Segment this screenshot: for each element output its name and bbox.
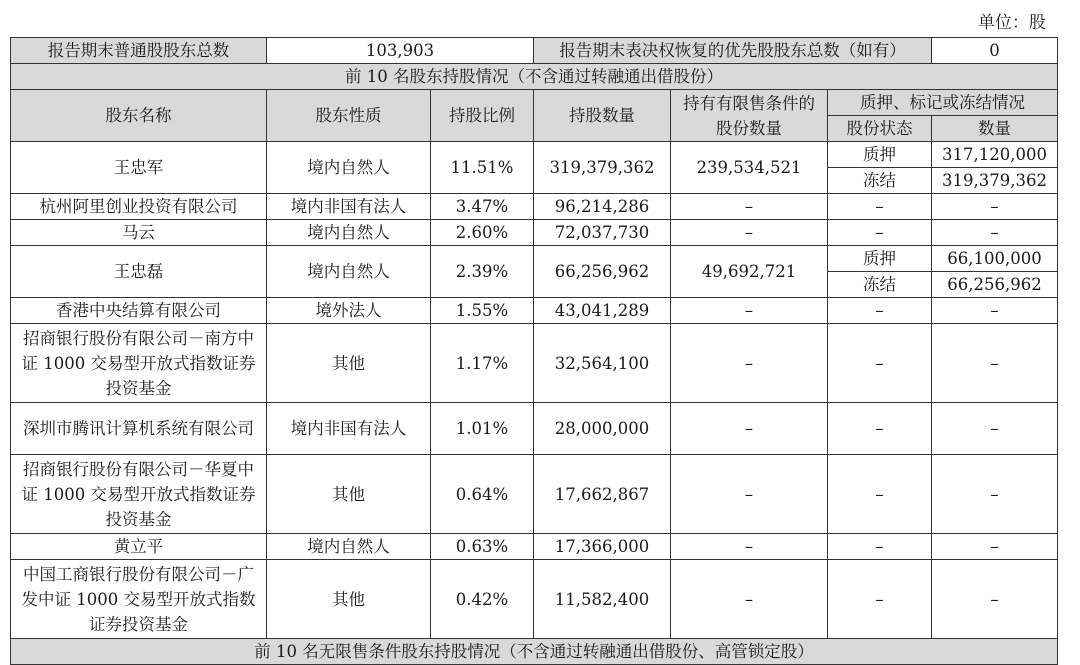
pledge-status: 质押	[828, 246, 932, 272]
pledge-status: –	[828, 534, 932, 560]
pledge-status: 冻结	[828, 272, 932, 298]
restricted-quantity: –	[671, 194, 828, 220]
holding-ratio: 11.51%	[431, 142, 534, 194]
footer-title: 前 10 名无限售条件股东持股情况（不含通过转融通出借股份、高管锁定股）	[11, 639, 1058, 665]
pledge-quantity: 319,379,362	[932, 168, 1058, 194]
pledge-status: –	[828, 403, 932, 455]
pledge-quantity: 317,120,000	[932, 142, 1058, 168]
holder-name: 杭州阿里创业投资有限公司	[11, 194, 267, 220]
pledge-quantity: 66,100,000	[932, 246, 1058, 272]
pledge-quantity: 66,256,962	[932, 272, 1058, 298]
header-nature: 股东性质	[267, 90, 431, 142]
holding-quantity: 11,582,400	[534, 560, 671, 639]
holder-name: 王忠军	[11, 142, 267, 194]
shareholder-table	[10, 37, 1058, 665]
pledge-status: –	[828, 220, 932, 246]
table-row	[11, 324, 1058, 403]
holder-nature: 境外法人	[267, 298, 431, 324]
holder-name: 招商银行股份有限公司－华夏中证 1000 交易型开放式指数证券投资基金	[11, 455, 267, 534]
pledge-status: –	[828, 194, 932, 220]
preferred-holders-label: 报告期末表决权恢复的优先股股东总数（如有）	[534, 38, 932, 64]
header-pledge-qty: 数量	[932, 116, 1058, 142]
holding-quantity: 43,041,289	[534, 298, 671, 324]
holding-ratio: 0.42%	[431, 560, 534, 639]
restricted-quantity: –	[671, 560, 828, 639]
pledge-status: –	[828, 324, 932, 403]
table-row	[11, 298, 1058, 324]
pledge-quantity: –	[932, 298, 1058, 324]
pledge-status: –	[828, 560, 932, 639]
holding-ratio: 1.01%	[431, 403, 534, 455]
table-row	[11, 534, 1058, 560]
holder-name: 王忠磊	[11, 246, 267, 298]
holding-quantity: 72,037,730	[534, 220, 671, 246]
footer-row	[11, 639, 1058, 665]
table-row	[11, 246, 1058, 272]
holding-ratio: 0.63%	[431, 534, 534, 560]
holding-ratio: 1.17%	[431, 324, 534, 403]
pledge-quantity: –	[932, 194, 1058, 220]
header-ratio: 持股比例	[431, 90, 534, 142]
section-title-row	[11, 64, 1058, 90]
holder-nature: 其他	[267, 455, 431, 534]
holding-quantity: 28,000,000	[534, 403, 671, 455]
table-row	[11, 560, 1058, 639]
table-row	[11, 142, 1058, 168]
pledge-status: 冻结	[828, 168, 932, 194]
header-name: 股东名称	[11, 90, 267, 142]
table-row	[11, 455, 1058, 534]
holding-quantity: 17,366,000	[534, 534, 671, 560]
restricted-quantity: –	[671, 455, 828, 534]
holding-quantity: 17,662,867	[534, 455, 671, 534]
holding-ratio: 2.39%	[431, 246, 534, 298]
holder-nature: 其他	[267, 324, 431, 403]
restricted-quantity: –	[671, 534, 828, 560]
section-title: 前 10 名股东持股情况（不含通过转融通出借股份）	[11, 64, 1058, 90]
holder-name: 中国工商银行股份有限公司－广发中证 1000 交易型开放式指数证券投资基金	[11, 560, 267, 639]
holder-name: 招商银行股份有限公司－南方中证 1000 交易型开放式指数证券投资基金	[11, 324, 267, 403]
holder-nature: 境内自然人	[267, 220, 431, 246]
holder-name: 香港中央结算有限公司	[11, 298, 267, 324]
header-restricted: 持有有限售条件的股份数量	[671, 90, 828, 142]
unit-label: 单位：股	[978, 13, 1046, 33]
restricted-quantity: –	[671, 220, 828, 246]
holder-nature: 境内非国有法人	[267, 194, 431, 220]
pledge-quantity: –	[932, 403, 1058, 455]
holder-nature: 境内自然人	[267, 534, 431, 560]
pledge-status: 质押	[828, 142, 932, 168]
holder-nature: 其他	[267, 560, 431, 639]
pledge-quantity: –	[932, 220, 1058, 246]
header-pledge-group: 质押、标记或冻结情况	[828, 90, 1058, 116]
holder-nature: 境内非国有法人	[267, 403, 431, 455]
holding-quantity: 66,256,962	[534, 246, 671, 298]
holder-name: 黄立平	[11, 534, 267, 560]
pledge-status: –	[828, 455, 932, 534]
restricted-quantity: –	[671, 324, 828, 403]
pledge-quantity: –	[932, 560, 1058, 639]
holding-quantity: 319,379,362	[534, 142, 671, 194]
preferred-holders-value: 0	[932, 38, 1058, 64]
header-row-1	[11, 90, 1058, 116]
holding-ratio: 2.60%	[431, 220, 534, 246]
holding-quantity: 32,564,100	[534, 324, 671, 403]
holding-ratio: 0.64%	[431, 455, 534, 534]
holding-ratio: 3.47%	[431, 194, 534, 220]
pledge-status: –	[828, 298, 932, 324]
pledge-quantity: –	[932, 534, 1058, 560]
common-holders-label: 报告期末普通股股东总数	[11, 38, 267, 64]
restricted-quantity: 239,534,521	[671, 142, 828, 194]
header-status: 股份状态	[828, 116, 932, 142]
restricted-quantity: –	[671, 403, 828, 455]
restricted-quantity: –	[671, 298, 828, 324]
table-row	[11, 194, 1058, 220]
restricted-quantity: 49,692,721	[671, 246, 828, 298]
table-row	[11, 220, 1058, 246]
pledge-quantity: –	[932, 324, 1058, 403]
holder-nature: 境内自然人	[267, 142, 431, 194]
holding-quantity: 96,214,286	[534, 194, 671, 220]
pledge-quantity: –	[932, 455, 1058, 534]
common-holders-value: 103,903	[267, 38, 534, 64]
holder-name: 深圳市腾讯计算机系统有限公司	[11, 403, 267, 455]
summary-row	[11, 38, 1058, 64]
header-quantity: 持股数量	[534, 90, 671, 142]
holding-ratio: 1.55%	[431, 298, 534, 324]
holder-name: 马云	[11, 220, 267, 246]
holder-nature: 境内自然人	[267, 246, 431, 298]
table-row	[11, 403, 1058, 455]
